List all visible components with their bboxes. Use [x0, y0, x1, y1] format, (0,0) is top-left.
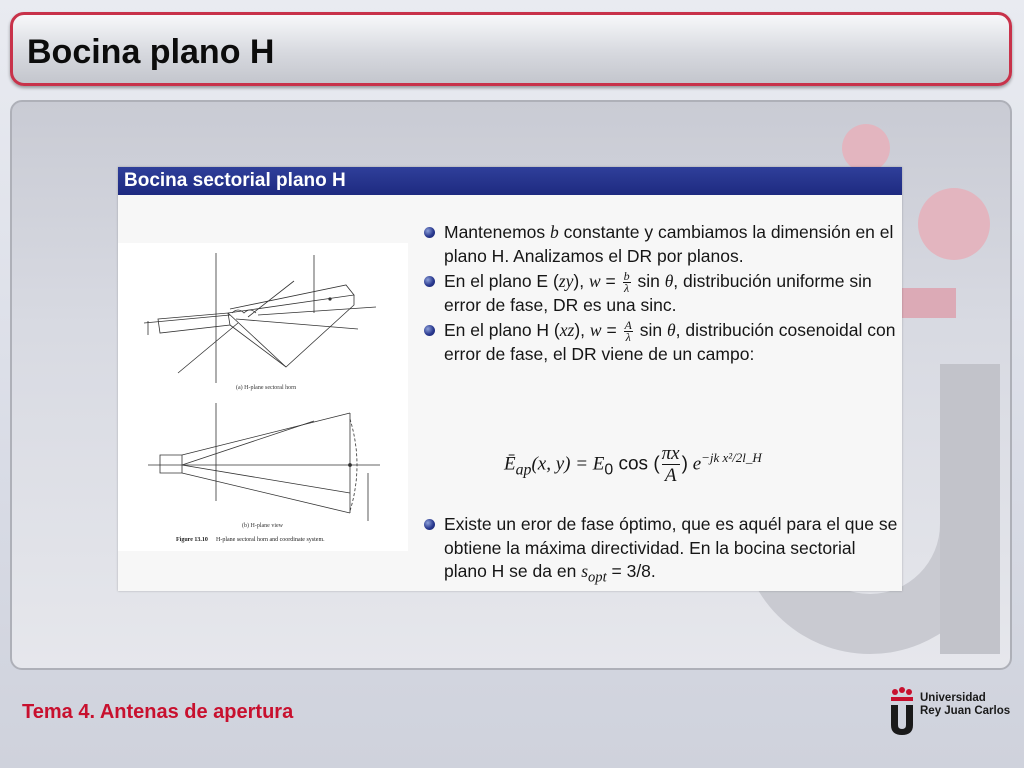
math-var: w [589, 320, 602, 341]
math-var: zy [558, 271, 574, 291]
fraction-denominator: λ [623, 280, 630, 295]
math-subscript: opt [588, 569, 607, 586]
footer-course-label: Tema 4. Antenas de apertura [22, 701, 294, 723]
fraction-numerator: b [623, 268, 630, 283]
math-var: θ [667, 320, 676, 341]
bullet-text: = [601, 320, 622, 341]
bullet-item [424, 513, 902, 590]
aperture-field-equation [504, 443, 762, 486]
math-var: xz [559, 320, 575, 341]
bullet-icon [424, 519, 435, 530]
math-var: b [550, 222, 559, 242]
bullet-icon [424, 227, 435, 238]
eq-paren: ) [681, 453, 688, 475]
decorative-logo-stem [940, 364, 1000, 654]
eq-subscript: 0 [604, 461, 614, 479]
slide-title: Bocina plano H [27, 33, 275, 71]
bullet-text: En el plano H ( [444, 320, 560, 341]
eq-text: (x, y) = [531, 453, 593, 475]
math-var: θ [664, 271, 674, 291]
bullet-item [424, 270, 902, 317]
math-var: s [581, 561, 588, 581]
embedded-header-bar [118, 167, 902, 195]
bullet-list-bottom [424, 513, 902, 592]
bullet-text: sin [634, 320, 667, 341]
bullet-item [424, 221, 902, 268]
figure-caption-b: H-plane sectoral horn and coordinate system. [216, 537, 325, 543]
bullet-text: ), [573, 271, 589, 291]
urjc-logo-icon [886, 685, 920, 745]
figure-subcaption: (b) H-plane view [242, 523, 283, 529]
bullet-text: = [600, 271, 621, 291]
bullet-text: Mantenemos [444, 222, 551, 242]
eq-exponent: −jk x²/2l_H [701, 450, 762, 466]
bullet-icon [424, 325, 435, 336]
eq-fraction-numerator: πx [661, 443, 680, 464]
logo-line-2: Rey Juan Carlos [920, 705, 1011, 717]
decorative-dot [918, 188, 990, 260]
decorative-dot [842, 124, 890, 172]
eq-subscript: ap [515, 461, 532, 479]
bullet-item [424, 319, 902, 366]
eq-fraction-denominator: A [664, 465, 677, 486]
university-logo [886, 685, 1016, 747]
embedded-header-title: Bocina sectorial plano H [124, 170, 346, 191]
fraction-denominator: λ [625, 330, 631, 345]
bullet-text: , distribución cosenoidal con error de fase, el DR viene de un campo: [444, 320, 896, 365]
fraction-numerator: A [624, 318, 632, 333]
bullet-text: ), [574, 320, 590, 341]
math-var: w [588, 271, 601, 291]
horn-figure [118, 243, 408, 551]
bullet-text: , distribución uniforme sin error de fase, DR es una sinc. [444, 271, 872, 315]
horn-h-plane-view [148, 403, 380, 521]
logo-line-1: Universidad [920, 692, 986, 704]
eq-symbol: E [592, 453, 605, 475]
horn-diagram [118, 243, 408, 551]
eq-paren: ( [653, 453, 660, 475]
bullet-text: constante y cambiamos la dimensión en el plano H. Analizamos el DR por planos. [444, 222, 894, 266]
embedded-slide-image [118, 167, 902, 591]
bullet-list [424, 221, 902, 369]
math-fraction [624, 320, 633, 343]
slide-title-bar [10, 12, 1012, 86]
eq-symbol: e [687, 453, 702, 475]
logo-wordmark [920, 692, 1010, 718]
eq-symbol: Ē [504, 453, 516, 475]
math-fraction [623, 268, 631, 295]
bullet-text: En el plano E ( [444, 271, 559, 291]
figure-caption-label: Figure 13.10 [176, 537, 208, 543]
eq-fraction [662, 443, 680, 486]
eq-text: cos [613, 453, 654, 475]
bullet-text: sin [632, 271, 665, 291]
horn-3d-view [144, 253, 376, 383]
bullet-text: = 3/8. [606, 561, 656, 581]
bullet-icon [424, 276, 435, 287]
bullet-text: Existe un eror de fase óptimo, que es aquél para el que se obtiene la máxima directividad. En la bocina sectorial plano H se da en [444, 514, 898, 581]
figure-caption-a: (a) H-plane sectoral horn [236, 385, 297, 391]
